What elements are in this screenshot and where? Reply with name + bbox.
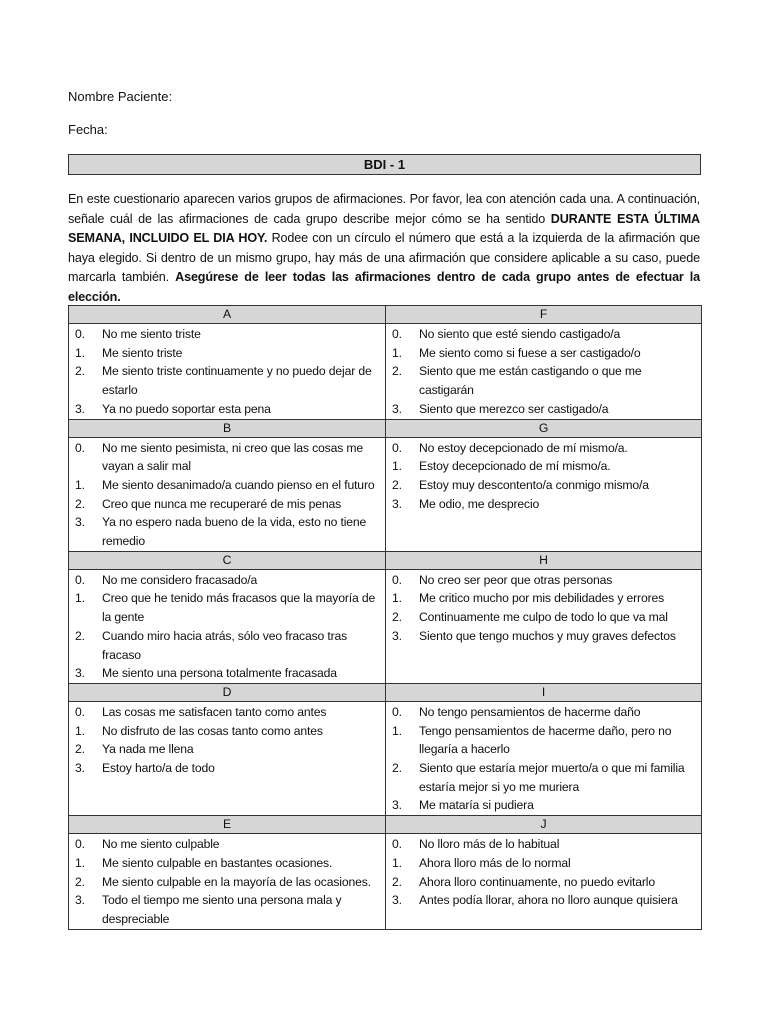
group-header-i: I [386,683,702,701]
option-text: Antes podía llorar, ahora no lloro aunque quisiera [419,893,678,908]
group-header-row [69,683,702,701]
option-item[interactable] [69,362,385,399]
option-text: Me siento triste [102,345,183,360]
option-text: Siento que tengo muchos y muy graves defectos [419,628,676,643]
option-text: No me siento pesimista, ni creo que las cosas me vayan a salir mal [102,440,364,474]
group-header-b: B [69,419,386,437]
option-text: No me siento culpable [102,837,220,852]
option-text: Me mataría si pudiera [419,798,534,813]
option-item[interactable] [386,854,701,873]
instructions-text-1: En este cuestionario aparecen varios grupos de afirmaciones. Por favor, lea con atención cada una. A continuación, señale cuál de las afirmaciones de cada grupo describe mejor cómo se ha sentido [68,192,700,226]
option-item[interactable] [69,589,385,626]
group-header-a: A [69,306,386,324]
option-text: No creo ser peor que otras personas [419,572,613,587]
option-number: 0. [75,572,85,587]
group-header-j: J [386,816,702,834]
group-header-h: H [386,551,702,569]
group-cell-i [386,701,702,815]
option-text: Me siento triste continuamente y no puedo dejar de estarlo [102,364,372,398]
option-number: 0. [392,327,402,341]
option-number: 1. [392,345,402,360]
option-item[interactable] [386,457,701,476]
option-number: 1. [392,723,402,738]
option-text: Cuando miro hacia atrás, sólo veo fracaso tras fracaso [102,628,348,662]
option-number: 0. [75,837,85,852]
option-text: Me siento como si fuese a ser castigado/o [419,345,641,360]
option-item[interactable] [386,571,701,590]
group-header-g: G [386,419,702,437]
option-number: 2. [392,610,402,625]
option-number: 3. [392,401,402,416]
group-header-d: D [69,683,386,701]
group-items-row [69,834,702,930]
option-text: No me siento triste [102,327,201,341]
option-number: 0. [392,572,402,587]
questionnaire-title: BDI - 1 [68,154,701,175]
option-number: 2. [75,628,85,643]
option-text: No tengo pensamientos de hacerme daño [419,704,641,719]
option-number: 0. [392,837,402,852]
group-header-row [69,419,702,437]
option-text: No estoy decepcionado de mí mismo/a. [419,440,628,455]
option-number: 2. [392,761,402,776]
option-item[interactable] [69,571,385,590]
group-cell-g [386,437,702,551]
group-cell-d [69,701,386,815]
option-number: 3. [75,515,85,530]
option-number: 1. [75,723,85,738]
bdi-items-table [68,305,702,930]
option-item[interactable] [69,740,385,759]
option-number: 3. [75,401,85,416]
option-number: 2. [75,364,85,379]
option-text: Siento que merezco ser castigado/a [419,401,609,416]
option-number: 1. [75,477,85,492]
option-number: 3. [392,628,402,643]
option-text: Tengo pensamientos de hacerme daño, pero no llegaría a hacerlo [419,723,672,757]
option-number: 3. [392,798,402,813]
option-text: Ahora lloro continuamente, no puedo evitarlo [419,874,655,889]
option-item[interactable] [386,589,701,608]
option-text: Estoy decepcionado de mí mismo/a. [419,459,611,474]
option-text: Las cosas me satisfacen tanto como antes [102,704,327,719]
option-number: 3. [75,893,85,908]
option-text: Ya no puedo soportar esta pena [102,401,271,416]
option-item[interactable] [386,891,701,910]
option-text: Ahora lloro más de lo normal [419,855,571,870]
option-item[interactable] [386,439,701,458]
option-number: 3. [75,761,85,776]
option-text: Me critico mucho por mis debilidades y errores [419,591,665,606]
option-item[interactable] [69,891,385,928]
option-number: 0. [75,327,85,341]
option-number: 2. [392,874,402,889]
option-text: No siento que esté siendo castigado/a [419,327,621,341]
group-header-row [69,816,702,834]
option-item[interactable] [386,759,701,796]
fecha-label: Fecha: [68,122,108,137]
option-item[interactable] [386,796,701,815]
group-cell-a [69,324,386,420]
option-text: Continuamente me culpo de todo lo que va mal [419,610,668,625]
option-text: Todo el tiempo me siento una persona mala y despreciable [102,893,342,926]
option-number: 0. [392,440,402,455]
group-header-row [69,551,702,569]
option-text: Creo que nunca me recuperaré de mis penas [102,496,342,511]
option-text: Estoy harto/a de todo [102,761,215,776]
option-item[interactable] [386,344,701,363]
option-item[interactable] [69,439,385,476]
option-text: Me siento una persona totalmente fracasada [102,666,337,681]
option-text: Estoy muy descontento/a conmigo mismo/a [419,477,649,492]
group-cell-f [386,324,702,420]
group-header-c: C [69,551,386,569]
option-item[interactable] [69,703,385,722]
option-number: 3. [75,666,85,681]
option-number: 1. [392,459,402,474]
option-number: 2. [75,496,85,511]
option-text: Siento que estaría mejor muerto/a o que mi familia estaría mejor si yo me muriera [419,761,685,794]
option-item[interactable] [69,400,385,419]
group-cell-h [386,569,702,683]
option-number: 1. [75,345,85,360]
group-cell-j [386,834,702,930]
option-item[interactable] [386,703,701,722]
option-item[interactable] [386,400,701,419]
option-number: 0. [392,704,402,719]
option-item[interactable] [386,627,701,646]
option-item[interactable] [69,759,385,778]
option-text: Ya no espero nada bueno de la vida, esto no tiene remedio [102,515,367,549]
nombre-paciente-label: Nombre Paciente: [68,89,173,104]
option-item[interactable] [69,325,385,344]
option-text: Me siento desanimado/a cuando pienso en el futuro [102,477,375,492]
group-items-row [69,569,702,683]
option-text: Ya nada me llena [102,742,194,757]
group-header-row [69,306,702,324]
option-item[interactable] [386,722,701,759]
option-number: 0. [75,704,85,719]
option-text: Me siento culpable en bastantes ocasiones. [102,855,333,870]
instructions-emphasis-1: DURANTE ESTA ÚLTIMA SEMANA, INCLUIDO EL DIA HOY. [68,211,700,245]
option-text: Creo que he tenido más fracasos que la mayoría de la gente [102,591,376,625]
option-item[interactable] [386,608,701,627]
option-item[interactable] [69,476,385,495]
option-item[interactable] [69,873,385,892]
group-cell-c [69,569,386,683]
option-item[interactable] [386,495,701,514]
group-cell-b [69,437,386,551]
option-item[interactable] [386,362,701,399]
option-number: 3. [392,893,402,908]
option-number: 2. [392,477,402,492]
option-text: No disfruto de las cosas tanto como antes [102,723,323,738]
option-number: 1. [75,591,85,606]
option-item[interactable] [386,476,701,495]
option-number: 2. [392,364,402,379]
option-text: No lloro más de lo habitual [419,837,560,852]
option-number: 1. [75,855,85,870]
option-item[interactable] [69,513,385,550]
option-number: 2. [75,742,85,757]
option-text: No me considero fracasado/a [102,572,258,587]
option-text: Me siento culpable en la mayoría de las ocasiones. [102,874,371,889]
option-number: 1. [392,855,402,870]
group-items-row [69,324,702,420]
group-header-e: E [69,816,386,834]
instructions-emphasis-2: Asegúrese de leer todas las afirmaciones dentro de cada grupo antes de efectuar la elección. [68,270,700,304]
option-item[interactable] [69,722,385,741]
option-number: 0. [75,440,85,455]
instructions-paragraph [68,190,700,307]
option-item[interactable] [386,835,701,854]
group-items-row [69,701,702,815]
option-item[interactable] [69,854,385,873]
option-item[interactable] [69,627,385,664]
option-text: Siento que me están castigando o que me castigarán [419,364,642,398]
option-item[interactable] [386,325,701,344]
instructions-text-2: Rodee con un círculo el número que está a la izquierda de la afirmación que haya elegido. Si dentro de un mismo grupo, hay más de una afirmación que considere aplicable a su caso, puede marcarla también. [68,231,701,284]
group-cell-e [69,834,386,930]
option-item[interactable] [69,664,385,683]
option-number: 3. [392,496,402,511]
option-item[interactable] [386,873,701,892]
option-item[interactable] [69,344,385,363]
option-text: Me odio, me desprecio [419,496,540,511]
option-item[interactable] [69,495,385,514]
group-header-f: F [386,306,702,324]
group-items-row [69,437,702,551]
option-number: 2. [75,874,85,889]
option-number: 1. [392,591,402,606]
option-item[interactable] [69,835,385,854]
